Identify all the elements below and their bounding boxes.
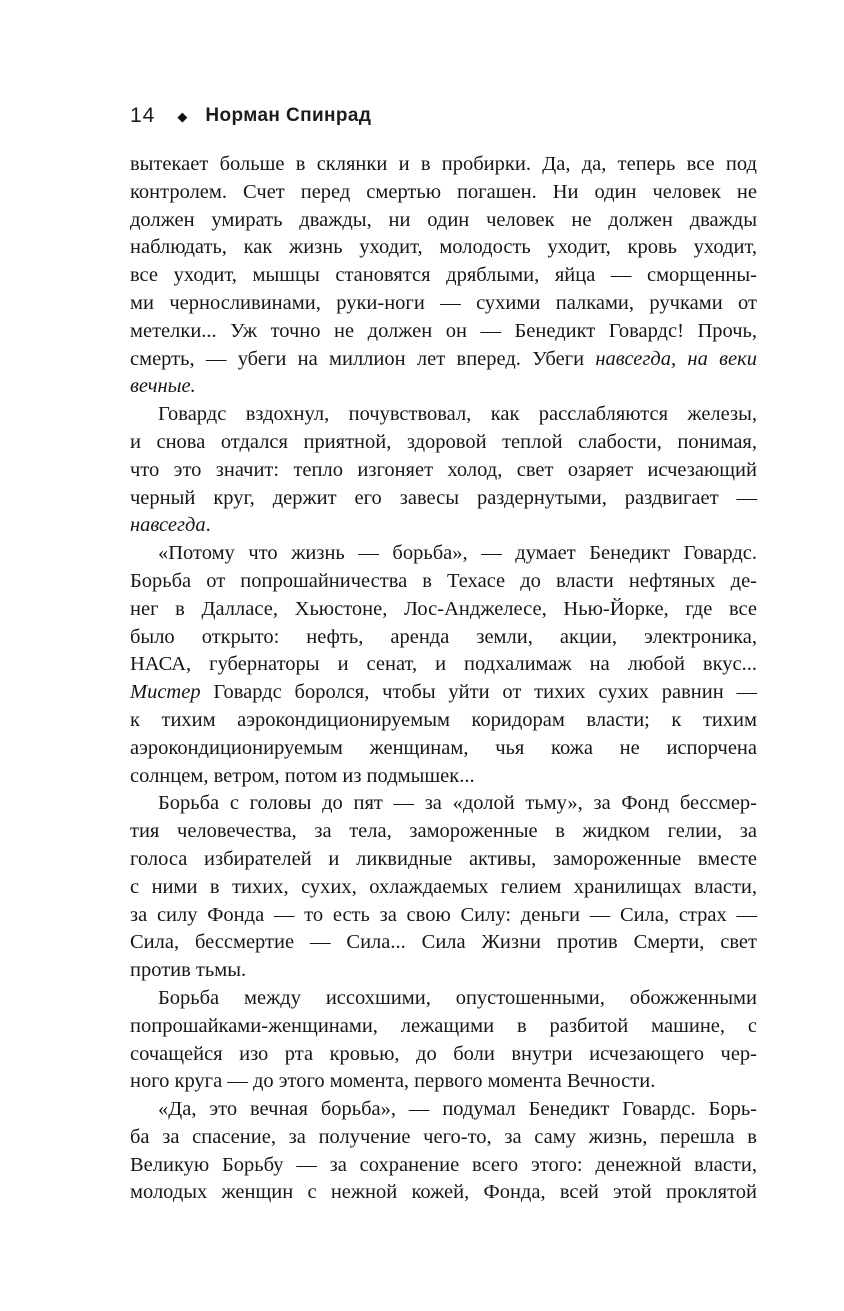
text-line: ба за спасение, за получение чего-то, за саму жизнь, перешла в: [130, 1125, 757, 1148]
text-line: солнцем, ветром, потом из подмышек...: [130, 764, 475, 787]
diamond-separator-icon: ◆: [177, 108, 188, 124]
text-line: молодых женщин с нежной кожей, Фонда, всей этой проклятой: [130, 1181, 757, 1204]
text-line: против тьмы.: [130, 959, 247, 982]
text-line: ми черносливинами, руки-ноги — сухими палками, ручками от: [130, 291, 757, 314]
text-line: Мистер Говардс боролся, чтобы уйти от тихих сухих равнин —: [130, 681, 757, 704]
text-line: голоса избирателей и ликвидные активы, замороженные вместе: [130, 847, 757, 870]
paragraph: [130, 1096, 757, 1207]
page-number: 14: [130, 104, 156, 127]
paragraph: [130, 985, 757, 1096]
page-text: [130, 151, 757, 1207]
text-line: черный круг, держит его завесы раздернутыми, раздвигает —: [130, 486, 757, 509]
page-header: [130, 104, 371, 128]
text-line: Борьба с головы до пят — за «долой тьму», за Фонд бессмер-: [158, 792, 757, 815]
paragraph: [130, 151, 757, 401]
paragraph: [130, 540, 757, 790]
text-line: навсегда.: [130, 514, 211, 537]
text-line: смерть, — убеги на миллион лет вперед. Убеги навсегда, на веки: [130, 347, 757, 370]
running-title: Норман Спинрад: [205, 105, 372, 126]
text-line: ного круга — до этого момента, первого момента Вечности.: [130, 1070, 656, 1093]
text-line: Сила, бессмертие — Сила... Сила Жизни против Смерти, свет: [130, 931, 757, 954]
text-line: вытекает больше в склянки и в пробирки. Да, да, теперь все под: [130, 153, 757, 175]
text-line: попрошайками-женщинами, лежащими в разбитой машине, с: [130, 1014, 757, 1037]
text-line: «Потому что жизнь — борьба», — думает Бенедикт Говардс.: [158, 542, 757, 565]
text-line: было открыто: нефть, аренда земли, акции, электроника,: [130, 625, 757, 648]
text-line: наблюдать, как жизнь уходит, молодость уходит, кровь уходит,: [130, 236, 757, 259]
paragraph: [130, 790, 757, 985]
text-line: тия человечества, за тела, замороженные в жидком гелии, за: [130, 820, 757, 843]
text-line: Борьба от попрошайничества в Техасе до власти нефтяных де-: [130, 569, 757, 592]
text-line: метелки... Уж точно не должен он — Бенедикт Говардс! Прочь,: [130, 319, 757, 342]
text-line: должен умирать дважды, ни один человек не должен дважды: [130, 208, 757, 231]
text-line: к тихим аэрокондиционируемым коридорам власти; к тихим: [130, 708, 757, 731]
text-line: аэрокондиционируемым женщинам, чья кожа не испорчена: [130, 736, 757, 759]
paragraph: [130, 401, 757, 540]
text-line: Борьба между иссохшими, опустошенными, обожженными: [158, 986, 757, 1009]
text-line: контролем. Счет перед смертью погашен. Ни один человек не: [130, 180, 757, 203]
text-line: за силу Фонда — то есть за свою Силу: деньги — Сила, страх —: [130, 903, 757, 926]
text-line: вечные.: [130, 375, 196, 398]
text-line: нег в Далласе, Хьюстоне, Лос-Анджелесе, Нью-Йорке, где все: [130, 597, 757, 620]
text-line: Великую Борьбу — за сохранение всего этого: денежной власти,: [130, 1153, 757, 1176]
text-line: Говардс вздохнул, почувствовал, как расслабляются железы,: [158, 403, 757, 426]
text-line: что это значит: тепло изгоняет холод, свет озаряет исчезающий: [130, 458, 757, 481]
text-line: НАСА, губернаторы и сенат, и подхалимаж на любой вкус...: [130, 653, 757, 676]
text-line: и снова отдался приятной, здоровой теплой слабости, понимая,: [130, 430, 757, 453]
text-line: сочащейся изо рта кровью, до боли внутри исчезающего чер-: [130, 1042, 757, 1065]
text-line: «Да, это вечная борьба», — подумал Бенедикт Говардс. Борь-: [158, 1098, 757, 1121]
text-line: с ними в тихих, сухих, охлаждаемых гелием хранилищах власти,: [130, 875, 757, 898]
text-line: все уходит, мышцы становятся дряблыми, яйца — сморщенны-: [130, 264, 757, 287]
